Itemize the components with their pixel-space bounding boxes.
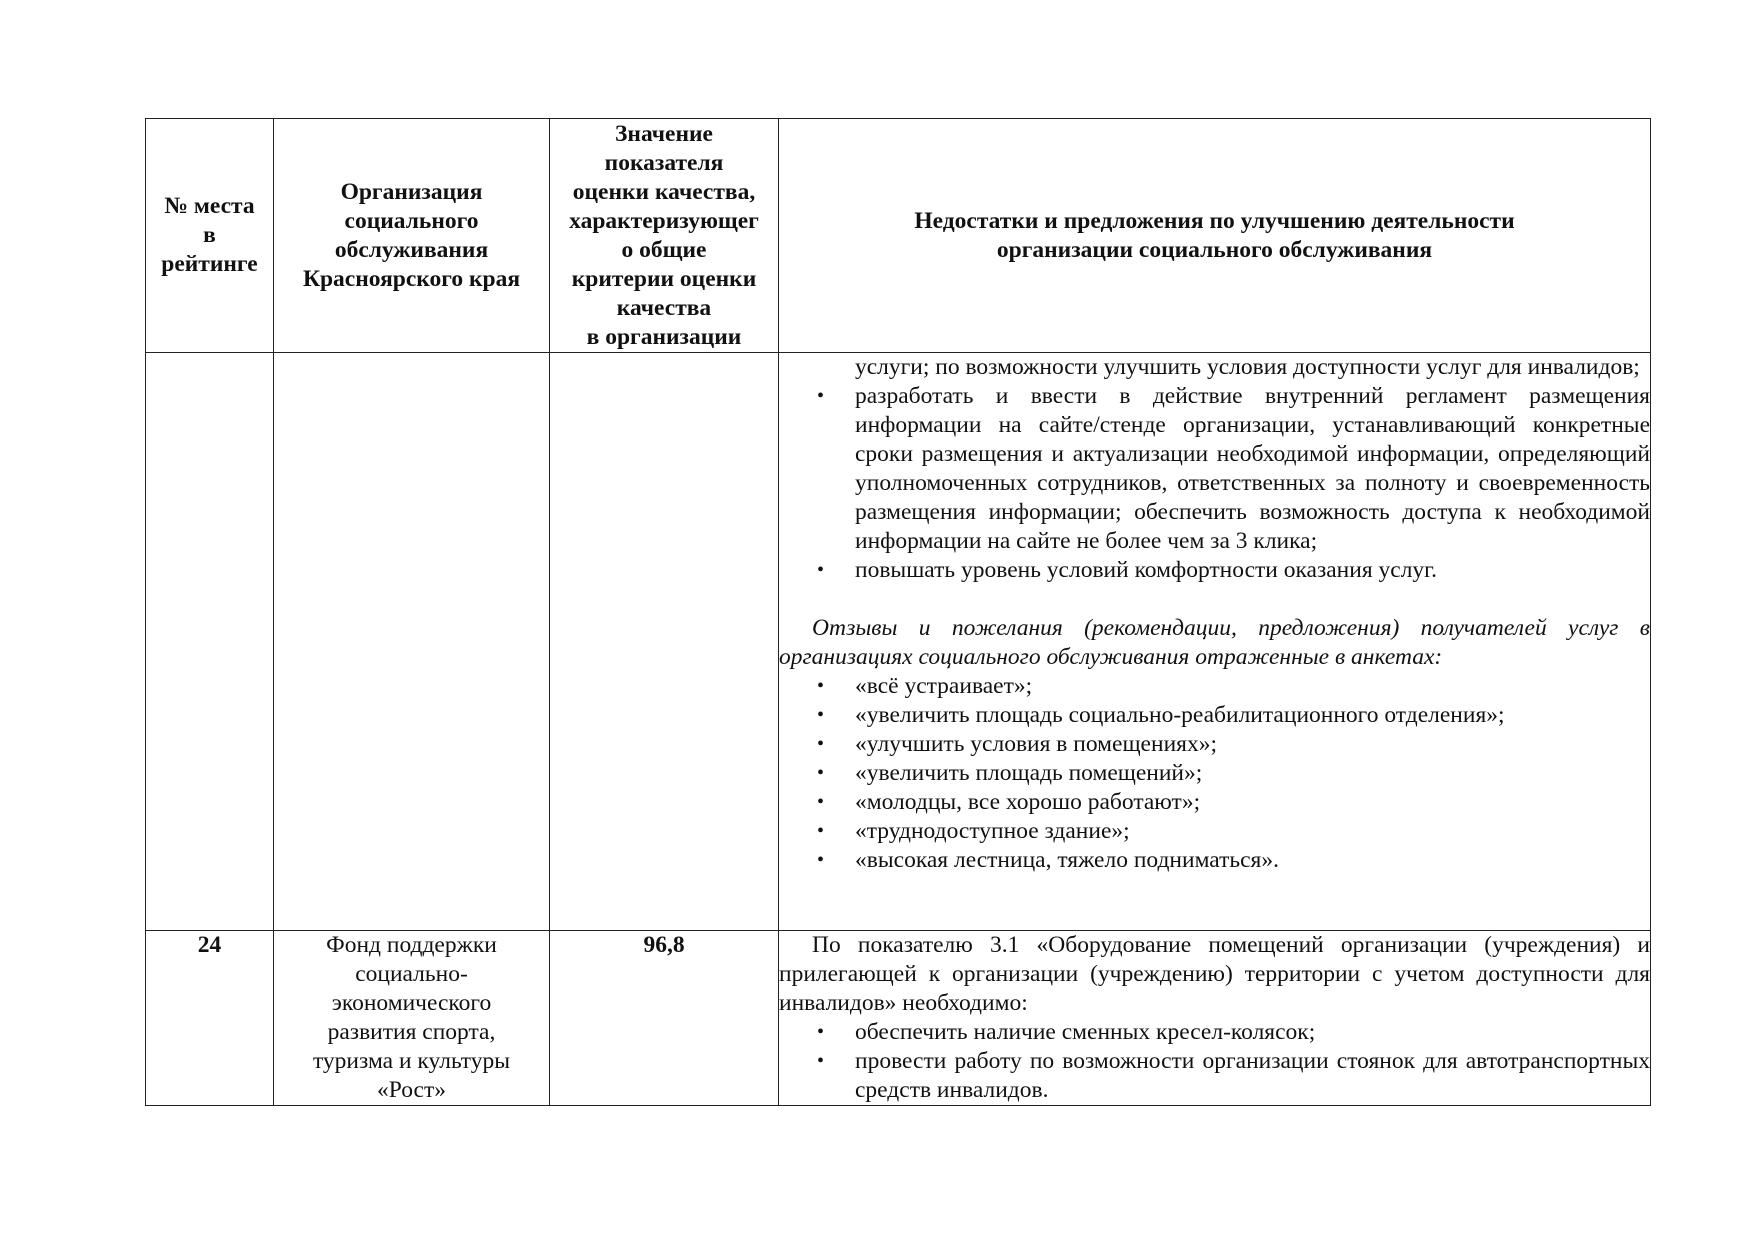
shortcomings-cell xyxy=(779,931,1651,1106)
header-row xyxy=(146,119,1651,353)
continuation-text: услуги; по возможности улучшить условия доступности услуг для инвалидов; xyxy=(855,354,1640,380)
place-cell xyxy=(146,353,274,931)
bullet-icon: • xyxy=(817,704,825,726)
organization-cell xyxy=(274,353,550,931)
organization-cell: Фонд поддержки социально- экономического развития спорта, туризма и культуры «Рост» xyxy=(274,931,550,1106)
bullet-icon: • xyxy=(817,385,825,407)
bullet-icon: • xyxy=(817,849,825,871)
header-place: № места в рейтинге xyxy=(146,119,274,353)
table-row xyxy=(146,931,1651,1106)
place-cell: 24 xyxy=(146,931,274,1106)
bullet-icon: • xyxy=(817,559,825,581)
list-item: • разработать и ввести в действие внутренний регламент размещения информации на сайте/стенде организации, устанавливающий конкретные сроки размещения и актуализации необходимой информации, определяющий уполномоченных сотрудников, ответственных за полноту и своевременность размещения информации; обеспечить возможность доступа к необходимой информации на сайте не более чем за 3 клика; xyxy=(817,383,1650,554)
shortcomings-cell xyxy=(779,353,1651,931)
bullet-icon: • xyxy=(817,791,825,813)
list-item: • «труднодоступное здание»; xyxy=(817,818,1130,844)
table-row xyxy=(146,353,1651,931)
list-item: • «всё устраивает»; xyxy=(817,673,1033,699)
rating-table xyxy=(145,118,1651,1106)
value-cell: 96,8 xyxy=(550,931,779,1106)
list-item: • «молодцы, все хорошо работают»; xyxy=(817,789,1201,815)
bullet-icon: • xyxy=(817,1021,825,1043)
list-item: • провести работу по возможности организации стоянок для автотранспортных средств инвалидов. xyxy=(817,1048,1650,1103)
header-value: Значение показателя оценки качества, характеризующег о общие критерии оценки качества в организации xyxy=(550,119,779,353)
value-cell xyxy=(550,353,779,931)
header-shortcomings: Недостатки и предложения по улучшению деятельности организации социального обслуживания xyxy=(779,119,1651,353)
list-item: • «увеличить площадь социально-реабилитационного отделения»; xyxy=(817,702,1505,728)
list-item: • «увеличить площадь помещений»; xyxy=(817,760,1203,786)
list-item: • обеспечить наличие сменных кресел-колясок; xyxy=(817,1019,1316,1045)
list-item: • повышать уровень условий комфортности оказания услуг. xyxy=(817,557,1438,583)
bullet-icon: • xyxy=(817,820,825,842)
feedback-intro: Отзывы и пожелания (рекомендации, предложения) получателей услуг в организациях социального обслуживания отраженные в анкетах: xyxy=(779,615,1650,670)
bullet-icon: • xyxy=(817,1050,825,1072)
indicator-intro: По показателю 3.1 «Оборудование помещений организации (учреждения) и прилегающей к организации (учреждению) территории с учетом доступности для инвалидов» необходимо: xyxy=(779,932,1650,1016)
bullet-icon: • xyxy=(817,675,825,697)
bullet-icon: • xyxy=(817,762,825,784)
list-item: • «улучшить условия в помещениях»; xyxy=(817,731,1217,757)
header-organization: Организация социального обслуживания Красноярского края xyxy=(274,119,550,353)
list-item: • «высокая лестница, тяжело подниматься». xyxy=(817,847,1279,873)
bullet-icon: • xyxy=(817,733,825,755)
